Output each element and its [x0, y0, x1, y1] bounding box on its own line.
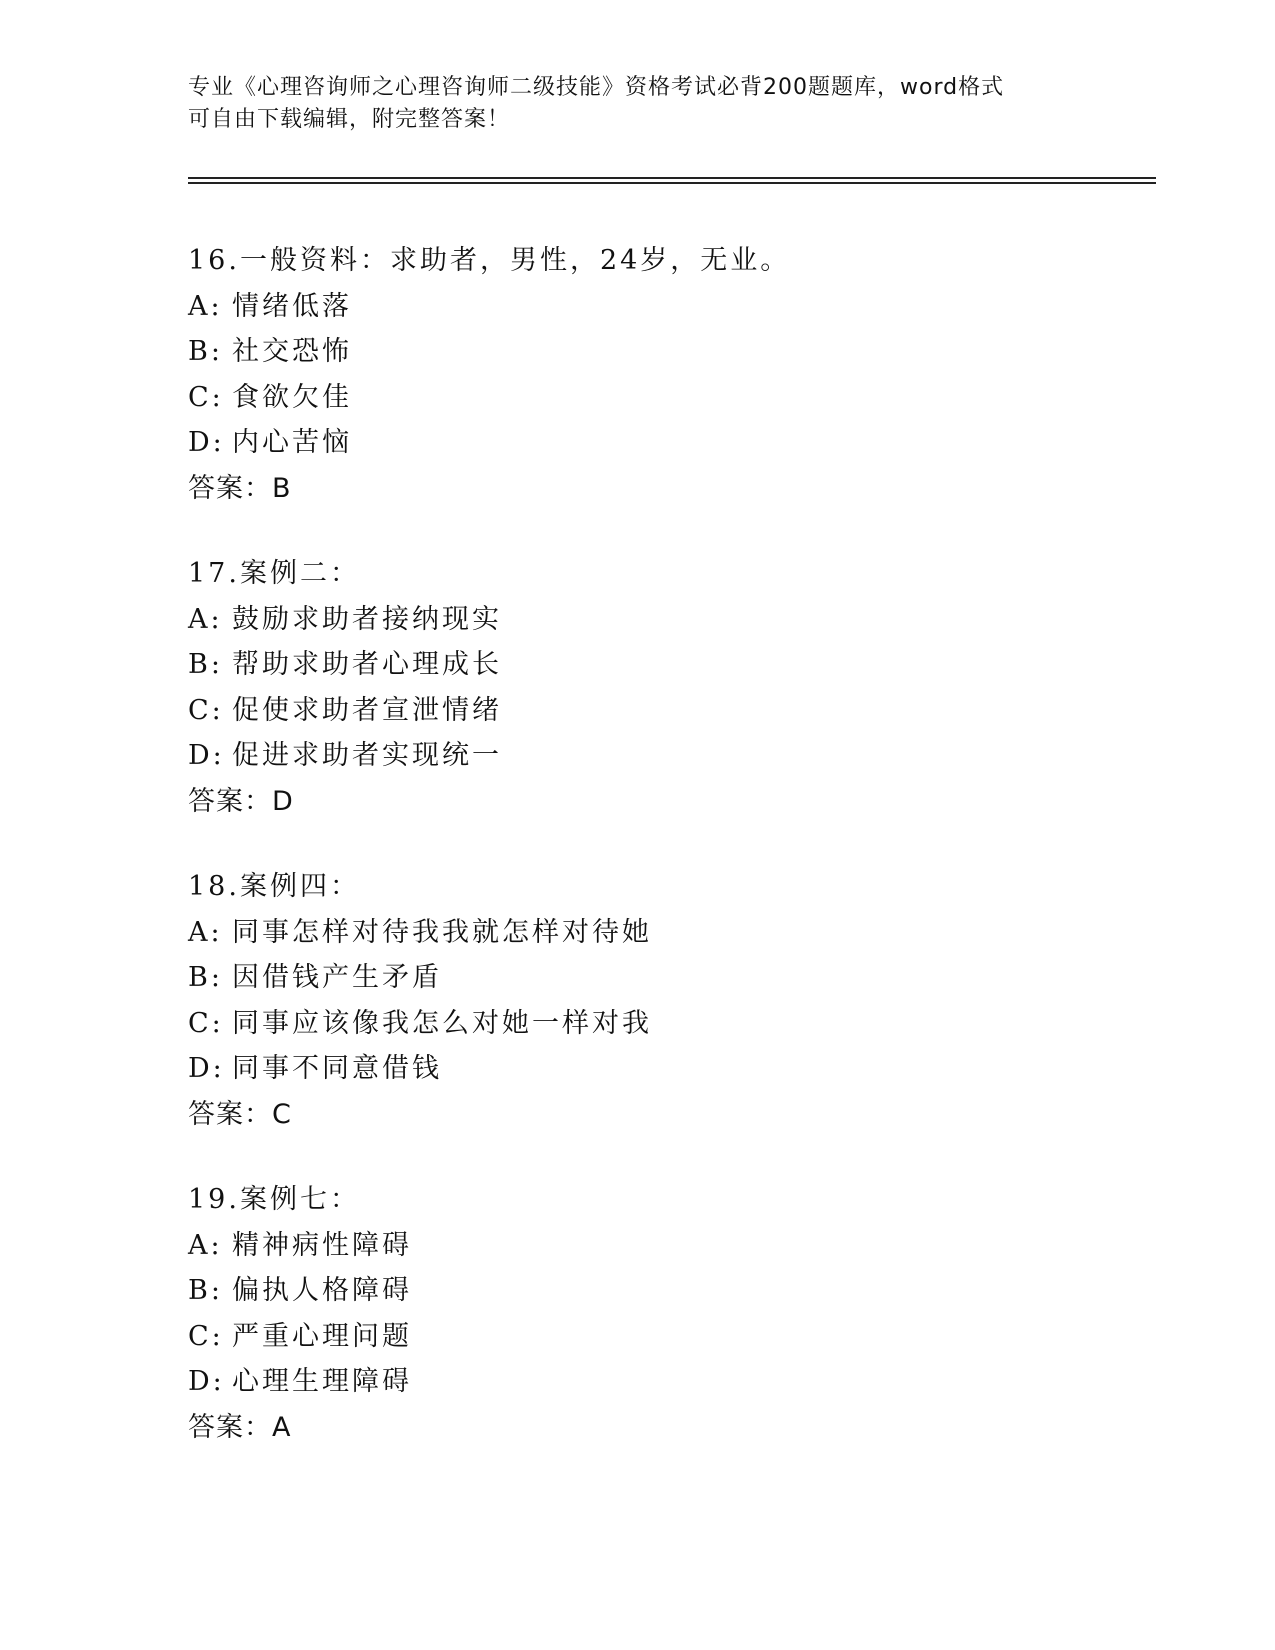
option-letter: B:: [188, 336, 223, 367]
option-text: 促使求助者宣泄情绪: [232, 694, 502, 726]
option-text: 心理生理障碍: [232, 1366, 412, 1397]
question-16: [188, 238, 1148, 511]
option-letter: A:: [188, 916, 223, 948]
option-b: [188, 955, 1148, 1001]
option-a: [188, 597, 1148, 643]
option-text: 严重心理问题: [232, 1320, 412, 1352]
option-letter: B:: [188, 962, 223, 993]
option-text: 食欲欠佳: [232, 381, 352, 413]
answer-line: 答案：D: [188, 785, 294, 817]
header-line-2: 可自由下载编辑，附完整答案！: [188, 107, 511, 132]
option-a: [188, 284, 1148, 330]
option-c: [188, 1314, 1148, 1360]
option-text: 偏执人格障碍: [232, 1275, 412, 1306]
option-d: [188, 1046, 1148, 1092]
question-stem: 18.案例四：: [188, 871, 360, 902]
option-text: 情绪低落: [232, 290, 352, 322]
answer-line: 答案：A: [188, 1411, 292, 1443]
option-b: [188, 642, 1148, 688]
option-c: [188, 375, 1148, 421]
option-d: [188, 1359, 1148, 1405]
option-letter: A:: [188, 290, 223, 322]
option-letter: D:: [188, 740, 225, 771]
answer-line: 答案：B: [188, 472, 292, 504]
option-text: 促进求助者实现统一: [232, 740, 502, 771]
option-letter: C:: [188, 381, 224, 413]
option-letter: D:: [188, 1053, 225, 1084]
question-list: [188, 238, 1148, 1490]
header-divider-bottom: [188, 182, 1156, 184]
option-a: [188, 910, 1148, 956]
answer-line: 答案：C: [188, 1098, 292, 1130]
question-19: [188, 1177, 1148, 1450]
question-stem: 17.案例二：: [188, 558, 360, 589]
question-17: [188, 551, 1148, 824]
document-header: [188, 72, 1088, 136]
option-letter: C:: [188, 1007, 224, 1039]
option-b: [188, 1268, 1148, 1314]
option-text: 因借钱产生矛盾: [232, 962, 442, 993]
option-letter: A:: [188, 1229, 223, 1261]
question-stem: 19.案例七：: [188, 1184, 360, 1215]
option-text: 精神病性障碍: [232, 1229, 412, 1261]
option-d: [188, 733, 1148, 779]
option-letter: C:: [188, 1320, 224, 1352]
option-b: [188, 329, 1148, 375]
option-text: 同事怎样对待我我就怎样对待她: [232, 916, 652, 948]
option-text: 帮助求助者心理成长: [232, 649, 502, 680]
question-18: [188, 864, 1148, 1137]
option-text: 社交恐怖: [232, 336, 352, 367]
option-d: [188, 420, 1148, 466]
question-stem: 16.一般资料：求助者，男性，24岁，无业。: [188, 245, 791, 276]
option-letter: C:: [188, 694, 224, 726]
option-letter: B:: [188, 1275, 223, 1306]
option-c: [188, 688, 1148, 734]
option-text: 同事不同意借钱: [232, 1053, 442, 1084]
header-line-1: 专业《心理咨询师之心理咨询师二级技能》资格考试必背200题题库，word格式: [188, 75, 1005, 100]
option-letter: D:: [188, 427, 225, 458]
option-c: [188, 1001, 1148, 1047]
option-text: 鼓励求助者接纳现实: [232, 603, 502, 635]
option-letter: D:: [188, 1366, 225, 1397]
option-text: 内心苦恼: [232, 427, 352, 458]
option-text: 同事应该像我怎么对她一样对我: [232, 1007, 652, 1039]
option-letter: B:: [188, 649, 223, 680]
header-divider-top: [188, 177, 1156, 179]
option-letter: A:: [188, 603, 223, 635]
option-a: [188, 1223, 1148, 1269]
